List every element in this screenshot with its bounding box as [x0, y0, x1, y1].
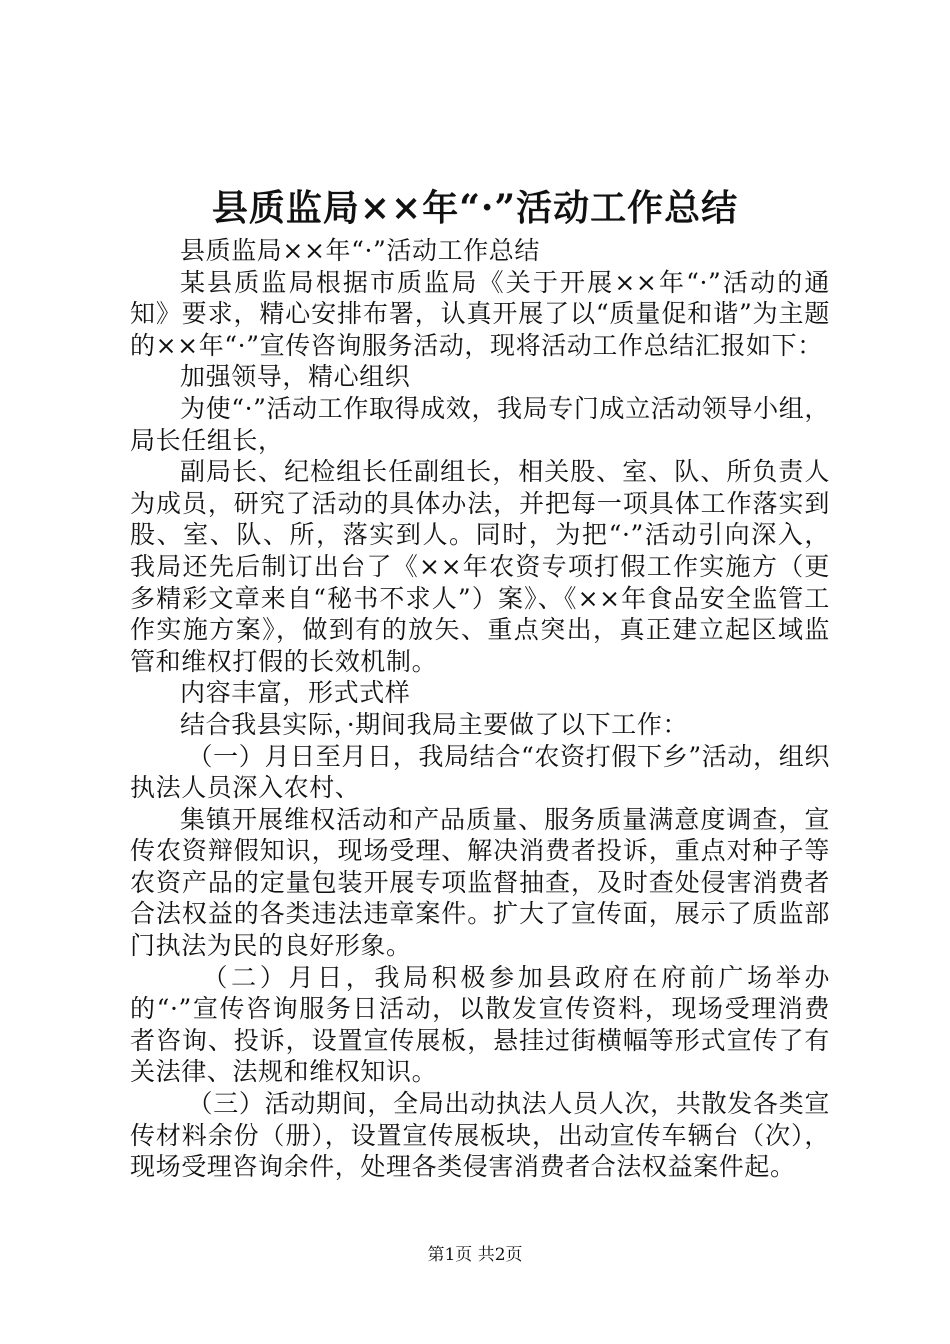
page-footer: 第1页 共2页 — [427, 1245, 523, 1265]
body-paragraph: （二）月日，我局积极参加县政府在府前广场举办的“·”宣传咨询服务日活动，以散发宣传资料，现场受理消费者咨询、投诉，设置宣传展板，悬挂过街横幅等形式宣传了有关法律、法规和维权知识。 — [130, 962, 830, 1087]
document-body — [130, 235, 830, 1183]
body-paragraph: （一）月日至月日，我局结合“农资打假下乡”活动，组织执法人员深入农村、 — [130, 741, 830, 803]
body-paragraph: 为使“·”活动工作取得成效，我局专门成立活动领导小组，局长任组长， — [130, 393, 830, 455]
body-paragraph: 结合我县实际，·期间我局主要做了以下工作： — [180, 709, 689, 739]
body-paragraph: 集镇开展维权活动和产品质量、服务质量满意度调查，宣传农资辩假知识，现场受理、解决消费者投诉，重点对种子等农资产品的定量包装开展专项监督抽查，及时查处侵害消费者合法权益的各类违法违章案件。扩大了宣传面，展示了质监部门执法为民的良好形象。 — [130, 804, 830, 961]
body-paragraph: （三）活动期间，全局出动执法人员人次，共散发各类宣传材料余份（册），设置宣传展板块，出动宣传车辆台（次），现场受理咨询余件，处理各类侵害消费者合法权益案件起。 — [130, 1089, 830, 1182]
document-title: 县质监局××年“·”活动工作总结 — [211, 187, 739, 229]
section-heading: 内容丰富，形式式样 — [180, 678, 411, 708]
body-paragraph: 副局长、纪检组长任副组长，相关股、室、队、所负责人为成员，研究了活动的具体办法，并把每一项具体工作落实到股、室、队、所，落实到人。同时，为把“·”活动引向深入，我局还先后制订出台了《××年农资专项打假工作实施方（更多精彩文章来自“秘书不求人”）案》、《××年食品安全监管工作实施方案》，做到有的放矢、重点突出，真正建立起区域监管和维权打假的长效机制。 — [130, 457, 830, 676]
section-heading: 加强领导，精心组织 — [180, 362, 411, 392]
body-paragraph: 县质监局××年“·”活动工作总结 — [180, 236, 541, 265]
body-paragraph: 某县质监局根据市质监局《关于开展××年“·”活动的通知》要求，精心安排布署，认真开展了以“质量促和谐”为主题的××年“·”宣传咨询服务活动，现将活动工作总结汇报如下： — [130, 267, 830, 360]
